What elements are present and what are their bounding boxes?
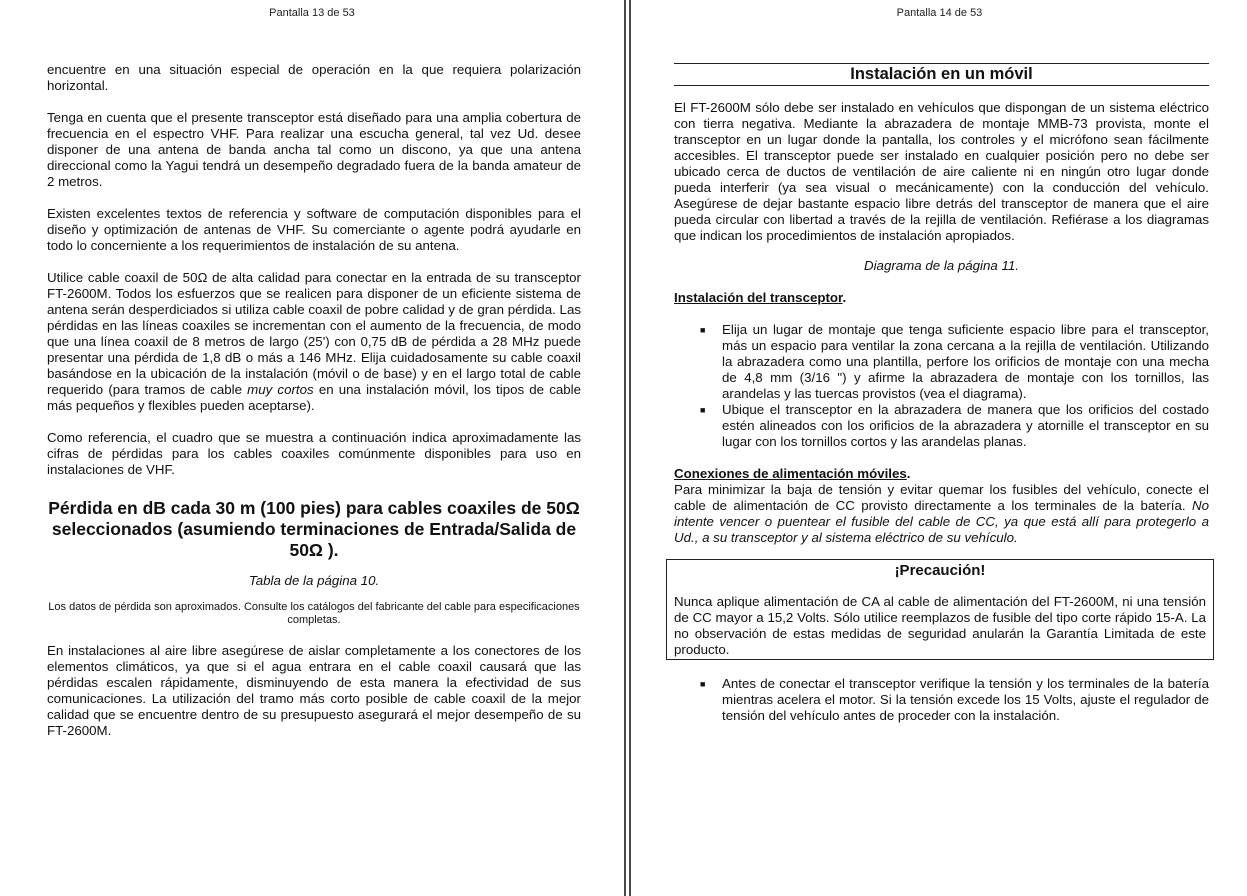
left-page-content xyxy=(47,62,581,739)
right-page-content xyxy=(674,62,1209,724)
power-paragraph xyxy=(674,482,1209,546)
power-text: Para minimizar la baja de tensión y evitar quemar los fusibles del vehículo, conecte el cable de alimentación de CC provisto directamente a los terminales de la batería. xyxy=(674,482,1209,513)
table-reference: Tabla de la página 10. xyxy=(248,573,380,588)
power-text-italic: No intente vencer o puentear el fusible del cable de CC, ya que está allí para protegerlo a Ud., a su transceptor y al sistema eléctrico de su vehículo. xyxy=(674,498,1209,545)
bullet-icon: ■ xyxy=(700,325,706,335)
power-bullets xyxy=(674,676,1209,724)
bullet-icon: ■ xyxy=(700,679,706,689)
paragraph-6: En instalaciones al aire libre asegúrese de aislar completamente a los conectores de los elementos climáticos, ya que si el agua entrara en el cable coaxil causará que las pérdidas escalen rápidamente, disminuyendo de esta manera la efectividad de sus comunicaciones. La utilización del tramo más corto posible de cable coaxil de la mejor calidad que se encuentre dentro de su presupuesto asegurará el mejor desempeño de su FT-2600M. xyxy=(47,643,581,738)
install-bullet-2: ■ Ubique el transceptor en la abrazadera de manera que los orificios del costado estén alineados con los orificios de la abrazadera y atornille el transceptor en su lugar con los tornillos cortos y las arandelas planas. xyxy=(700,402,1209,449)
page-divider-left xyxy=(624,0,626,896)
paragraph-1: encuentre en una situación especial de operación en la que requiera polarización horizontal. xyxy=(47,62,581,93)
paragraph-4-part-b: en una instalación móvil, los tipos de cable más pequeños y flexibles pueden aceptarse). xyxy=(47,382,582,413)
intro-paragraph: El FT-2600M sólo debe ser instalado en vehículos que dispongan de un sistema eléctrico con tierra negativa. Mediante la abrazadera de montaje MMB-73 provista, monte el transceptor en un lugar donde la pantalla, los controles y el micrófono sean fácilmente accesibles. El transceptor puede ser instalado en cualquier posición pero no debe ser ubicado cerca de ductos de ventilación de aire caliente ni en ningún otro lugar donde pueda interferir (ya sea visual o mecánicamente) con la conducción del vehículo. Asegúrese de dejar bastante espacio libre detrás del transceptor de manera que el aire pueda circular con libertad a través de la rejilla de ventilación. Refiérase a los diagramas que indican los procedimientos de instalación apropiados. xyxy=(674,100,1209,243)
page-divider-right xyxy=(629,0,631,896)
install-heading xyxy=(674,290,1209,306)
paragraph-4-part-a: Utilice cable coaxil de 50Ω de alta calidad para conectar en la entrada de su transceptor FT-2600M. Todos los esfuerzos que se realicen para disponer de un eficiente sistema de antena serán desperdiciados si utiliza cable coaxil de pobre calidad y de gran pérdida. Las pérdidas en las líneas coaxiles se incrementan con el aumento de la frecuencia, de modo que una línea coaxil de 8 metros de largo (25') con 0,75 dB de pérdida a 28 MHz puede presentar una pérdida de 1,8 dB o más a 146 MHz. Elija cuidadosamente su cable coaxil basándose en la ubicación de la instalación (móvil o de base) y en el largo total de cable requerido (para tramos de cable xyxy=(47,270,581,397)
paragraph-5: Como referencia, el cuadro que se muestra a continuación indica aproximadamente las cifras de pérdidas para los cables coaxiles comúnmente disponibles para uso en instalaciones de VHF. xyxy=(47,430,581,477)
caution-box xyxy=(666,559,1214,660)
install-bullet-1: ■ Elija un lugar de montaje que tenga suficiente espacio libre para el transceptor, más un espacio para ventilar la zona cercana a la rejilla de ventilación. Utilizando la abrazadera como una plantilla, perfore los orificios de montaje con una mecha de 4,8 mm (3/16 ") y afirme la abrazadera de montaje con los tornillos, las arandelas y las tuercas provistos (vea el diagrama). xyxy=(700,322,1209,401)
power-heading xyxy=(674,466,1209,482)
power-title: Conexiones de alimentación móviles xyxy=(674,466,907,481)
paragraph-4-italic: muy cortos xyxy=(247,382,314,397)
paragraph-3: Existen excelentes textos de referencia y software de computación disponibles para el diseño y optimización de antenas de VHF. Su comerciante o agente podrá ayudarle en todo lo concerniente a los requerimientos de instalación de su antena. xyxy=(47,206,581,253)
loss-note: Los datos de pérdida son aproximados. Consulte los catálogos del fabricante del cable para especificaciones completas. xyxy=(48,601,580,626)
power-bullet-1: ■ Antes de conectar el transceptor verifique la tensión y los terminales de la batería mientras acelera el motor. Si la tensión excede los 15 Volts, ajuste el regulador de tensión del vehículo antes de proceder con la instalación. xyxy=(700,676,1209,723)
paragraph-2: Tenga en cuenta que el presente transceptor está diseñado para una amplia cobertura de frecuencia en el espectro VHF. Para realizar una escucha general, tal vez Ud. desee disponer de una antena de banda ancha tal como un discono, ya que una antena direccional como la Yagui tendrá un desempeño degradado fuera de la banda amateur de 2 metros. xyxy=(47,110,581,189)
power-title-dot: . xyxy=(906,466,911,481)
right-page-header: Pantalla 14 de 53 xyxy=(896,7,983,19)
bullet-icon: ■ xyxy=(700,405,706,415)
diagram-reference: Diagrama de la página 11. xyxy=(864,258,1019,273)
install-bullets xyxy=(674,322,1209,450)
right-page xyxy=(632,0,1247,896)
paragraph-4 xyxy=(47,270,581,414)
left-page-header: Pantalla 13 de 53 xyxy=(269,7,355,19)
section-title: Instalación en un móvil xyxy=(674,63,1209,86)
table-title: Pérdida en dB cada 30 m (100 pies) para cables coaxiles de 50Ω seleccionados (asumiendo terminaciones de Entrada/Salida de 50Ω ). xyxy=(48,498,580,560)
caution-text: Nunca aplique alimentación de CA al cable de alimentación del FT-2600M, ni una tensión de CC mayor a 15,2 Volts. Sólo utilice reemplazos de fusible del tipo corte rápido 15-A. La no observación de estas medidas de seguridad anularán la Garantía Limitada de este producto. xyxy=(674,594,1206,657)
install-title-dot: . xyxy=(842,290,847,305)
caution-title: ¡Precaución! xyxy=(894,562,986,579)
install-title: Instalación del transceptor xyxy=(674,290,843,305)
